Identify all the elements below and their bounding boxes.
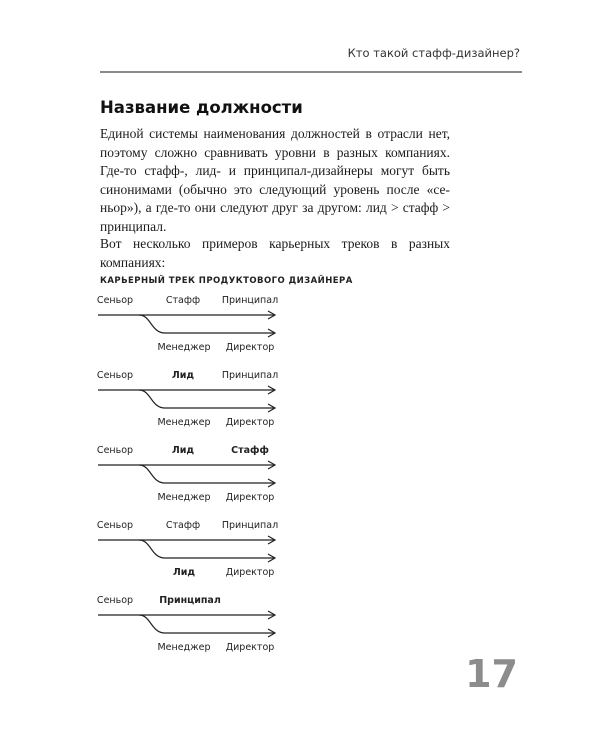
branch-track-line	[139, 315, 274, 333]
diagram-caption: КАРЬЕРНЫЙ ТРЕК ПРОДУКТОВОГО ДИЗАЙНЕРА	[100, 276, 353, 286]
page-number: 17	[465, 652, 518, 696]
career-track	[95, 595, 295, 659]
branch-track-line	[139, 465, 274, 483]
paragraph-1: Единой системы наименования должностей в отрасли нет, поэтому сложно сравнивать уровни в разных компаниях. Где-то стафф-, лид- и принципал-дизайнеры могут быть синонимами (обычно это следующий уровень после «се-ньор»), а где-то они следуют друг за другом: лид > стафф > принципал.	[100, 126, 450, 234]
track-label-lower: Директор	[225, 642, 275, 653]
branch-track-line	[139, 390, 274, 408]
running-header: Кто такой стафф-дизайнер?	[347, 46, 520, 60]
track-label-lower: Менеджер	[157, 642, 211, 653]
track-label-lower: Директор	[225, 492, 275, 503]
track-label-lower: Лид	[172, 567, 196, 578]
track-label-upper: Принципал	[159, 595, 221, 606]
track-label-lower: Директор	[225, 342, 275, 353]
career-track	[95, 370, 295, 434]
track-label-lower: Директор	[225, 417, 275, 428]
track-label-upper: Сеньор	[96, 370, 134, 381]
branch-track-line	[139, 540, 274, 558]
track-label-upper: Сеньор	[96, 520, 134, 531]
track-label-upper: Лид	[171, 445, 195, 456]
career-track	[95, 520, 295, 584]
track-label-upper: Сеньор	[96, 295, 134, 306]
track-label-upper: Принципал	[221, 370, 279, 381]
track-label-lower: Менеджер	[157, 417, 211, 428]
track-label-upper: Стафф	[231, 445, 269, 456]
track-label-upper: Лид	[171, 370, 195, 381]
track-label-lower: Директор	[225, 567, 275, 578]
paragraph-2: Вот несколько примеров карьерных треков в разных компаниях:	[100, 236, 450, 270]
track-label-upper: Стафф	[165, 520, 201, 531]
header-rule	[100, 71, 522, 73]
career-track	[95, 445, 295, 509]
track-label-upper: Сеньор	[96, 595, 134, 606]
track-label-upper: Стафф	[165, 295, 201, 306]
career-track	[95, 295, 295, 359]
track-label-upper: Сеньор	[96, 445, 134, 456]
track-label-lower: Менеджер	[157, 492, 211, 503]
section-heading: Название должности	[100, 98, 303, 117]
track-label-lower: Менеджер	[157, 342, 211, 353]
branch-track-line	[139, 615, 274, 633]
track-label-upper: Принципал	[221, 295, 279, 306]
track-label-upper: Принципал	[221, 520, 279, 531]
